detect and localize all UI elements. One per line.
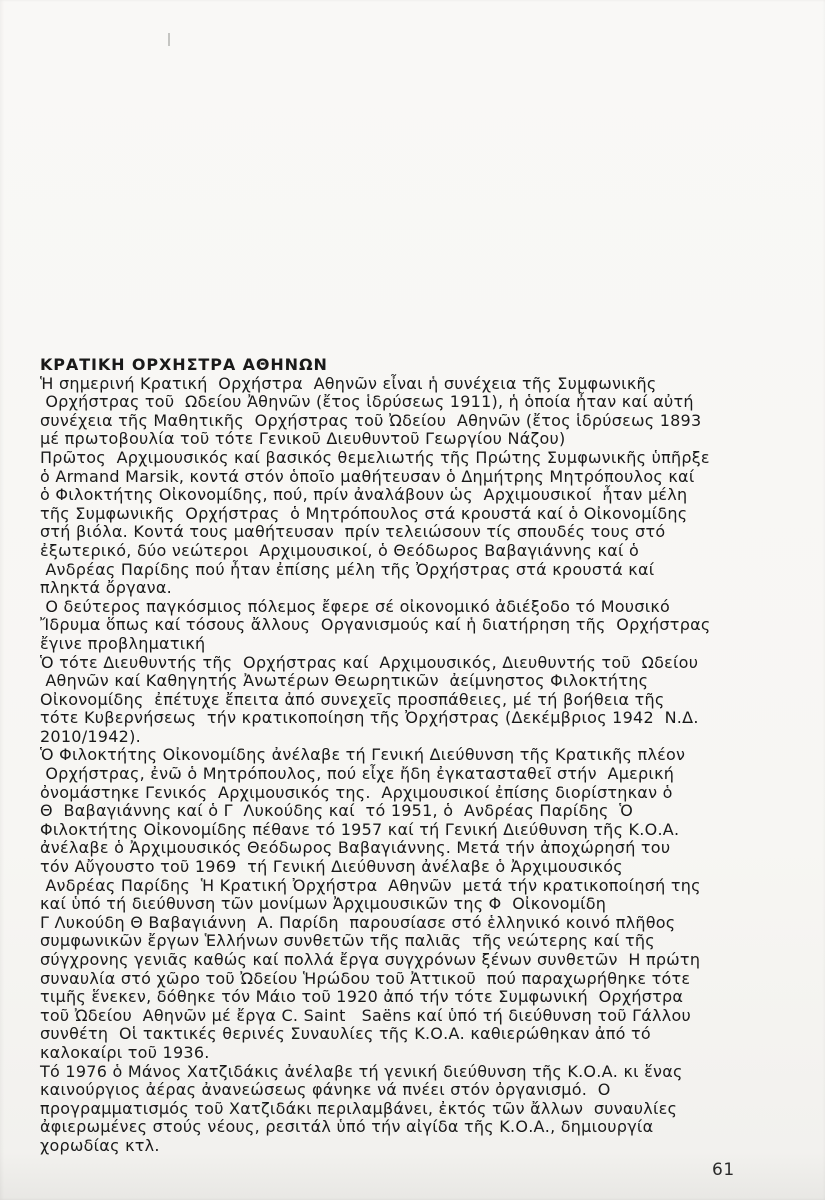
- text-line: μέ πρωτοβουλία τοῦ τότε Γενικοῦ Διευθυντοῦ Γεωργίου Νάζου): [40, 429, 566, 449]
- text-line: τοῦ Ὠδείου Αθηνῶν μέ ἔργα C. Saint Saëns καί ὑπό τή διεύθυνση τοῦ Γάλλου: [40, 1005, 692, 1025]
- text-line: πληκτά ὄργανα.: [40, 578, 172, 598]
- text-line: Ὁ Φιλοκτήτης Οἰκονομίδης ἀνέλαβε τή Γενική Διεύθυνση τῆς Κρατικῆς πλέον: [40, 745, 686, 765]
- page-number: 61: [712, 1160, 735, 1180]
- text-line: τότε Κυβερνήσεως τήν κρατικοποίηση τῆς Ὀρχήστρας (Δεκέμβριος 1942 Ν.Δ.: [40, 708, 699, 728]
- text-line: συνέχεια τῆς Μαθητικῆς Ορχήστρας τοῦ Ὠδείου Αθηνῶν (ἔτος ἱδρύσεως 1893: [40, 410, 702, 430]
- text-line: συμφωνικῶν ἔργων Ἑλλήνων συνθετῶν τῆς παλιᾶς τῆς νεώτερης καί τῆς: [40, 931, 655, 951]
- text-line: στή βιόλα. Κοντά τους μαθήτευσαν πρίν τελειώσουν τίς σπουδές τους στό: [40, 522, 666, 542]
- text-line: Οἰκονομίδης ἐπέτυχε ἔπειτα ἀπό συνεχεῖς προσπάθειες, μέ τή βοήθεια τῆς: [40, 689, 665, 709]
- text-line: Ανδρέας Παρίδης πού ἦταν ἐπίσης μέλη τῆς Ὀρχήστρας στά κρουστά καί: [40, 559, 655, 579]
- text-line: Πρῶτος Αρχιμουσικός καί βασικός θεμελιωτής τῆς Πρώτης Συμφωνικῆς ὑπῆρξε: [40, 447, 710, 467]
- text-line: ἔγινε προβληματική: [40, 633, 206, 653]
- text-line: Αθηνῶν καί Καθηγητής Ἀνωτέρων Θεωρητικῶν ἀείμνηστος Φιλοκτήτης: [40, 671, 649, 691]
- text-line: συνθέτη Οἱ τακτικές θερινές Συναυλίες τῆς Κ.Ο.Α. καθιερώθηκαν ἀπό τό: [40, 1024, 651, 1044]
- text-line: Θ Βαβαγιάννης καί ὁ Γ Λυκούδης καί τό 1951, ὁ Ανδρέας Παρίδης Ὁ: [40, 801, 634, 821]
- text-line: συναυλία στό χῶρο τοῦ Ὠδείου Ἡρώδου τοῦ Ἀττικοῦ πού παραχωρήθηκε τότε: [40, 968, 691, 988]
- text-line: Ο δεύτερος παγκόσμιος πόλεμος ἔφερε σέ οἰκονομικό ἀδιέξοδο τό Μουσικό: [40, 596, 671, 616]
- text-line: 2010/1942).: [40, 726, 141, 746]
- text-line: ἀνέλαβε ὁ Ἀρχιμουσικός Θεόδωρος Βαβαγιάννης. Μετά τήν ἀποχώρησή του: [40, 838, 671, 858]
- text-line: καινούργιος ἀέρας ἀνανεώσεως φάνηκε νά πνέει στόν ὀργανισμό. Ο: [40, 1080, 611, 1100]
- text-line: χορωδίας κτλ.: [40, 1135, 160, 1155]
- document-heading: ΚΡΑΤΙΚΗ ΟΡΧΗΣΤΡΑ ΑΘΗΝΩΝ: [40, 355, 328, 374]
- text-line: Φιλοκτήτης Οἰκονομίδης πέθανε τό 1957 καί τή Γενική Διεύθυνση τῆς Κ.Ο.Α.: [40, 819, 680, 839]
- text-line: σύγχρονης γενιᾶς καθώς καί πολλά ἔργα συγχρόνων ξένων συνθετῶν Η πρώτη: [40, 950, 701, 969]
- text-line: καί ὑπό τή διεύθυνση τῶν μονίμων Ἀρχιμουσικῶν της Φ Οἰκονομίδη: [40, 894, 607, 914]
- text-line: Ἡ σημερινή Κρατική Ορχήστρα Αθηνῶν εἶναι ἡ συνέχεια τῆς Συμφωνικῆς: [40, 373, 657, 393]
- text-line: Ὁ τότε Διευθυντής τῆς Ορχήστρας καί Αρχιμουσικός, Διευθυντής τοῦ Ωδείου: [40, 652, 699, 672]
- text-line: Ανδρέας Παρίδης Ἡ Κρατική Ὀρχήστρα Αθηνῶν μετά τήν κρατικοποίησή της: [40, 875, 701, 895]
- document-body: [40, 375, 800, 1156]
- text-line: τόν Αὔγουστο τοῦ 1969 τή Γενική Διεύθυνση ἀνέλαβε ὁ Ἀρχιμουσικός: [40, 857, 623, 877]
- text-line: ὁ Armand Marsik, κοντά στόν ὁποῖο μαθήτευσαν ὁ Δημήτρης Μητρόπουλος καί: [40, 466, 695, 486]
- text-line: τιμῆς ἕνεκεν, δόθηκε τόν Μάιο τοῦ 1920 ἀπό τήν τότε Συμφωνική Ορχήστρα: [40, 987, 684, 1007]
- text-line: ὀνομάστηκε Γενικός Αρχιμουσικός της. Αρχιμουσικοί ἐπίσης διορίστηκαν ὁ: [40, 782, 673, 802]
- text-line: Γ Λυκούδη Θ Βαβαγιάννη Α. Παρίδη παρουσίασε στό ἑλληνικό κοινό πλῆθος: [40, 912, 676, 932]
- text-line: τῆς Συμφωνικῆς Ορχήστρας ὁ Μητρόπουλος στά κρουστά καί ὁ Οἰκονομίδης: [40, 503, 688, 523]
- text-line: Τό 1976 ὁ Μάνος Χατζιδάκις ἀνέλαβε τή γενική διεύθυνση τῆς Κ.Ο.Α. κι ἕνας: [40, 1061, 683, 1081]
- text-line: καλοκαίρι τοῦ 1936.: [40, 1042, 210, 1062]
- document-text-block: [40, 356, 800, 1156]
- text-line: ἐξωτερικό, δύο νεώτεροι Αρχιμουσικοί, ὁ Θεόδωρος Βαβαγιάννης καί ὁ: [40, 540, 640, 560]
- text-line: προγραμματισμός τοῦ Χατζιδάκι περιλαμβάνει, ἐκτός τῶν ἄλλων συναυλίες: [40, 1098, 678, 1118]
- text-line: ἀφιερωμένες στούς νέους, ρεσιτάλ ὑπό τήν αἰγίδα τῆς Κ.Ο.Α., δημιουργία: [40, 1117, 654, 1137]
- scan-artifact-mark: [168, 33, 170, 46]
- text-line: Ορχήστρας, ἐνῶ ὁ Μητρόπουλος, πού εἶχε ἤδη ἐγκατασταθεῖ στήν Αμερική: [40, 764, 675, 784]
- text-line: Ορχήστρας τοῦ Ωδείου Ἀθηνῶν (ἔτος ἱδρύσεως 1911), ἡ ὁποία ἦταν καί αὐτή: [40, 392, 694, 412]
- text-line: ὁ Φιλοκτήτης Οἰκονομίδης, πού, πρίν ἀναλάβουν ὡς Αρχιμουσικοί ἦταν μέλη: [40, 485, 688, 505]
- text-line: Ἴδρυμα ὅπως καί τόσους ἄλλους Οργανισμούς καί ἡ διατήρηση τῆς Ορχήστρας: [40, 615, 711, 635]
